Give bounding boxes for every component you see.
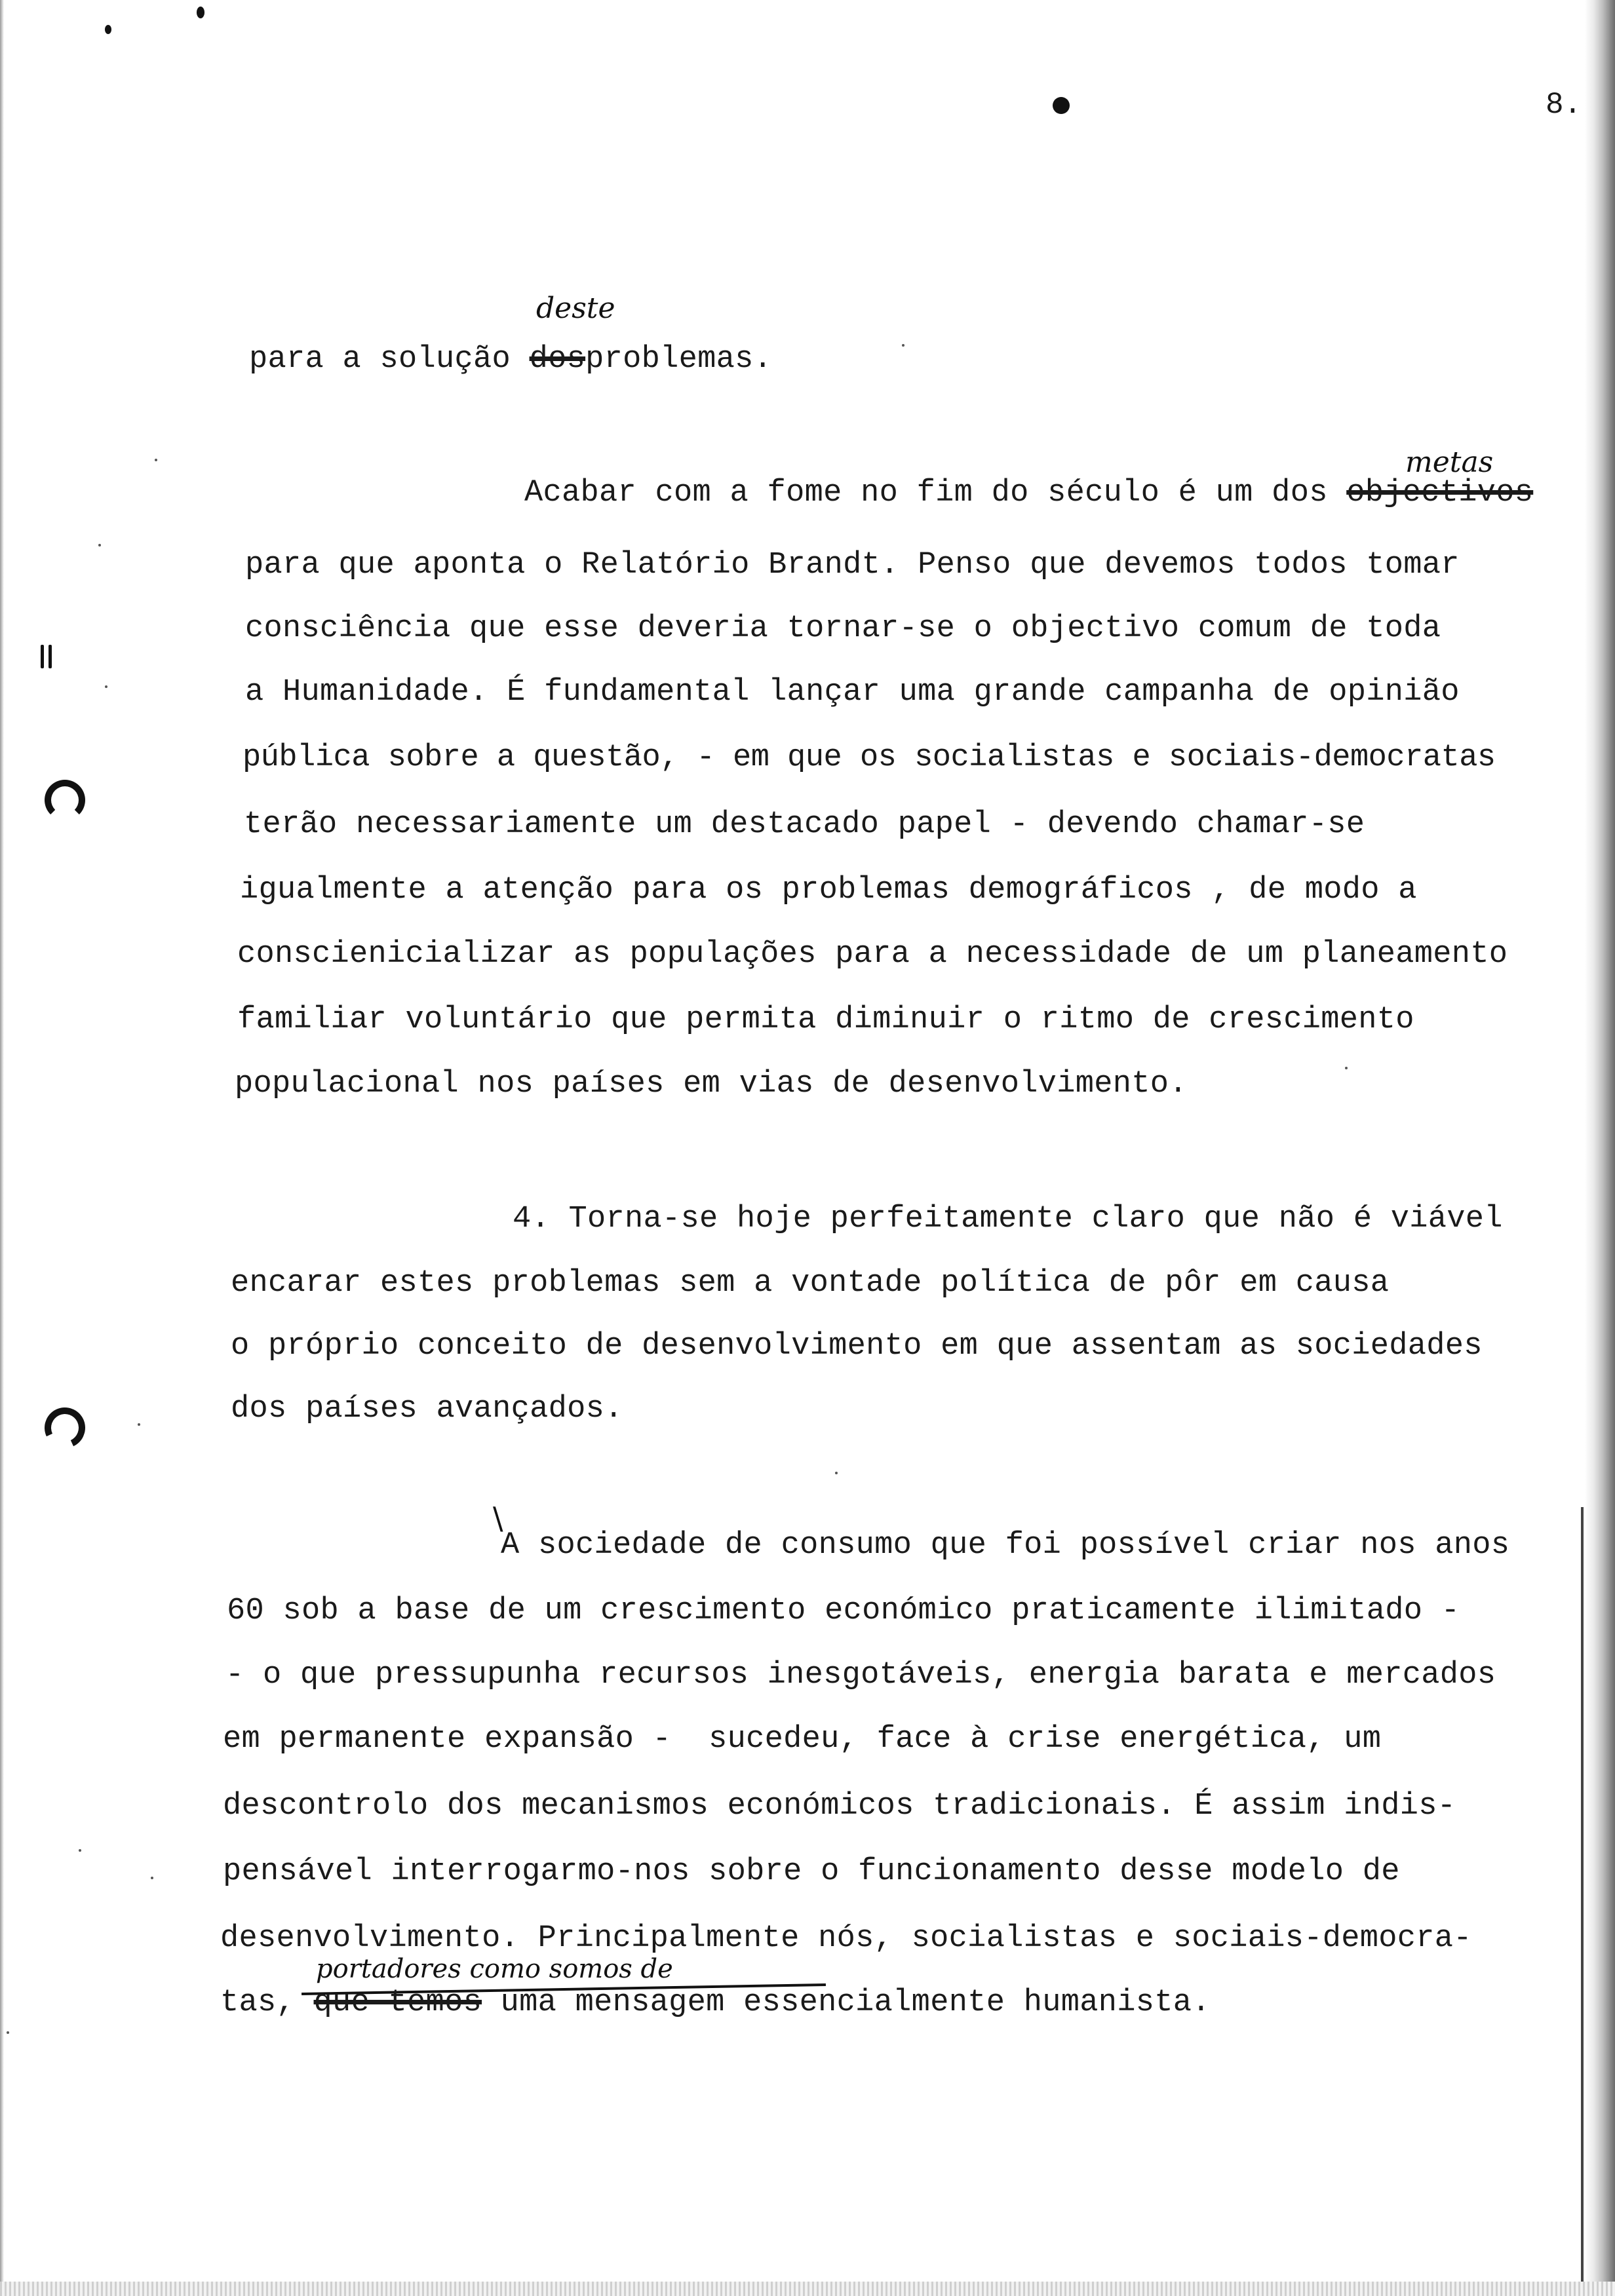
dust-speck: [151, 1877, 153, 1879]
struck-word: dos: [529, 342, 586, 377]
dust-speck: [105, 685, 107, 688]
ink-speck: [197, 7, 204, 18]
page-number: 8.: [1546, 88, 1582, 122]
text-line: A sociedade de consumo que foi possível criar nos anos: [501, 1528, 1510, 1563]
text-line: encarar estes problemas sem a vontade política de pôr em causa: [231, 1266, 1390, 1301]
paper-right-edge: [1585, 0, 1615, 2296]
text-line: 60 sob a base de um crescimento económico praticamente ilimitado -: [227, 1594, 1460, 1628]
line-text-after: uma mensagem essencialmente humanista.: [482, 1985, 1211, 2020]
handwritten-correction-metas: metas: [1405, 446, 1494, 479]
text-line: conscienicializar as populações para a necessidade de um planeamento: [237, 937, 1508, 972]
dust-speck: [155, 459, 157, 461]
handwritten-insertion: portadores como somos de: [316, 1954, 673, 1984]
text-line: desenvolvimento. Principalmente nós, socialistas e sociais-democra-: [220, 1921, 1472, 1956]
text-line: populacional nos países em vias de desenvolvimento.: [235, 1067, 1188, 1101]
text-line: consciência que esse deveria tornar-se o objectivo comum de toda: [245, 611, 1441, 646]
dust-speck: [7, 2031, 9, 2034]
text-line: familiar voluntário que permita diminuir o ritmo de crescimento: [237, 1003, 1414, 1037]
handwritten-correction-deste: deste: [536, 292, 615, 325]
text-line: terão necessariamente um destacado papel - devendo chamar-se: [244, 807, 1365, 842]
text-line: pensável interrogarmo-nos sobre o funcionamento desse modelo de: [223, 1854, 1400, 1889]
paper-fold-line: [1581, 1507, 1584, 2296]
text-line: [220, 1985, 1211, 2020]
line-text: Acabar com a fome no fim do século é um dos: [524, 476, 1347, 510]
line-text: para a solução: [249, 342, 530, 377]
text-line: [249, 342, 772, 377]
punch-hole-top: [45, 780, 85, 820]
text-line: a Humanidade. É fundamental lançar uma grande campanha de opinião: [245, 675, 1460, 710]
line-text: tas,: [220, 1985, 314, 2020]
dust-speck: [98, 544, 101, 546]
paper-bottom-edge: [0, 2282, 1615, 2296]
dust-speck: [902, 344, 905, 347]
paper-left-edge: [0, 0, 4, 2296]
dust-speck: [79, 1849, 81, 1852]
text-line: o próprio conceito de desenvolvimento em que assentam as sociedades: [231, 1329, 1483, 1364]
line-text-after: problemas.: [585, 342, 773, 377]
text-line: para que aponta o Relatório Brandt. Penso que devemos todos tomar: [245, 548, 1460, 583]
dust-speck: [835, 1472, 838, 1474]
dust-speck: [138, 1423, 140, 1426]
struck-word: que temos: [313, 1985, 482, 2020]
text-line: - o que pressupunha recursos inesgotáveis, energia barata e mercados: [225, 1658, 1496, 1693]
text-line: 4. Torna-se hoje perfeitamente claro que não é viável: [513, 1202, 1503, 1236]
ink-tick: [41, 645, 44, 668]
struck-word: objectivos: [1346, 476, 1534, 510]
ink-tick: [49, 645, 52, 668]
text-line: pública sobre a questão, - em que os socialistas e sociais-democratas: [243, 740, 1496, 775]
dust-speck: [1345, 1067, 1348, 1069]
text-line: dos países avançados.: [231, 1392, 623, 1426]
text-line: descontrolo dos mecanismos económicos tradicionais. É assim indis-: [223, 1789, 1456, 1824]
punch-hole-bottom: [39, 1402, 90, 1453]
text-line: [524, 476, 1533, 510]
ink-speck: [105, 25, 111, 34]
proofreading-mark: \: [493, 1501, 503, 1536]
text-line: em permanente expansão - sucedeu, face à crise energética, um: [223, 1722, 1382, 1757]
ink-blot: [1053, 97, 1070, 114]
text-line: igualmente a atenção para os problemas demográficos , de modo a: [240, 873, 1417, 908]
